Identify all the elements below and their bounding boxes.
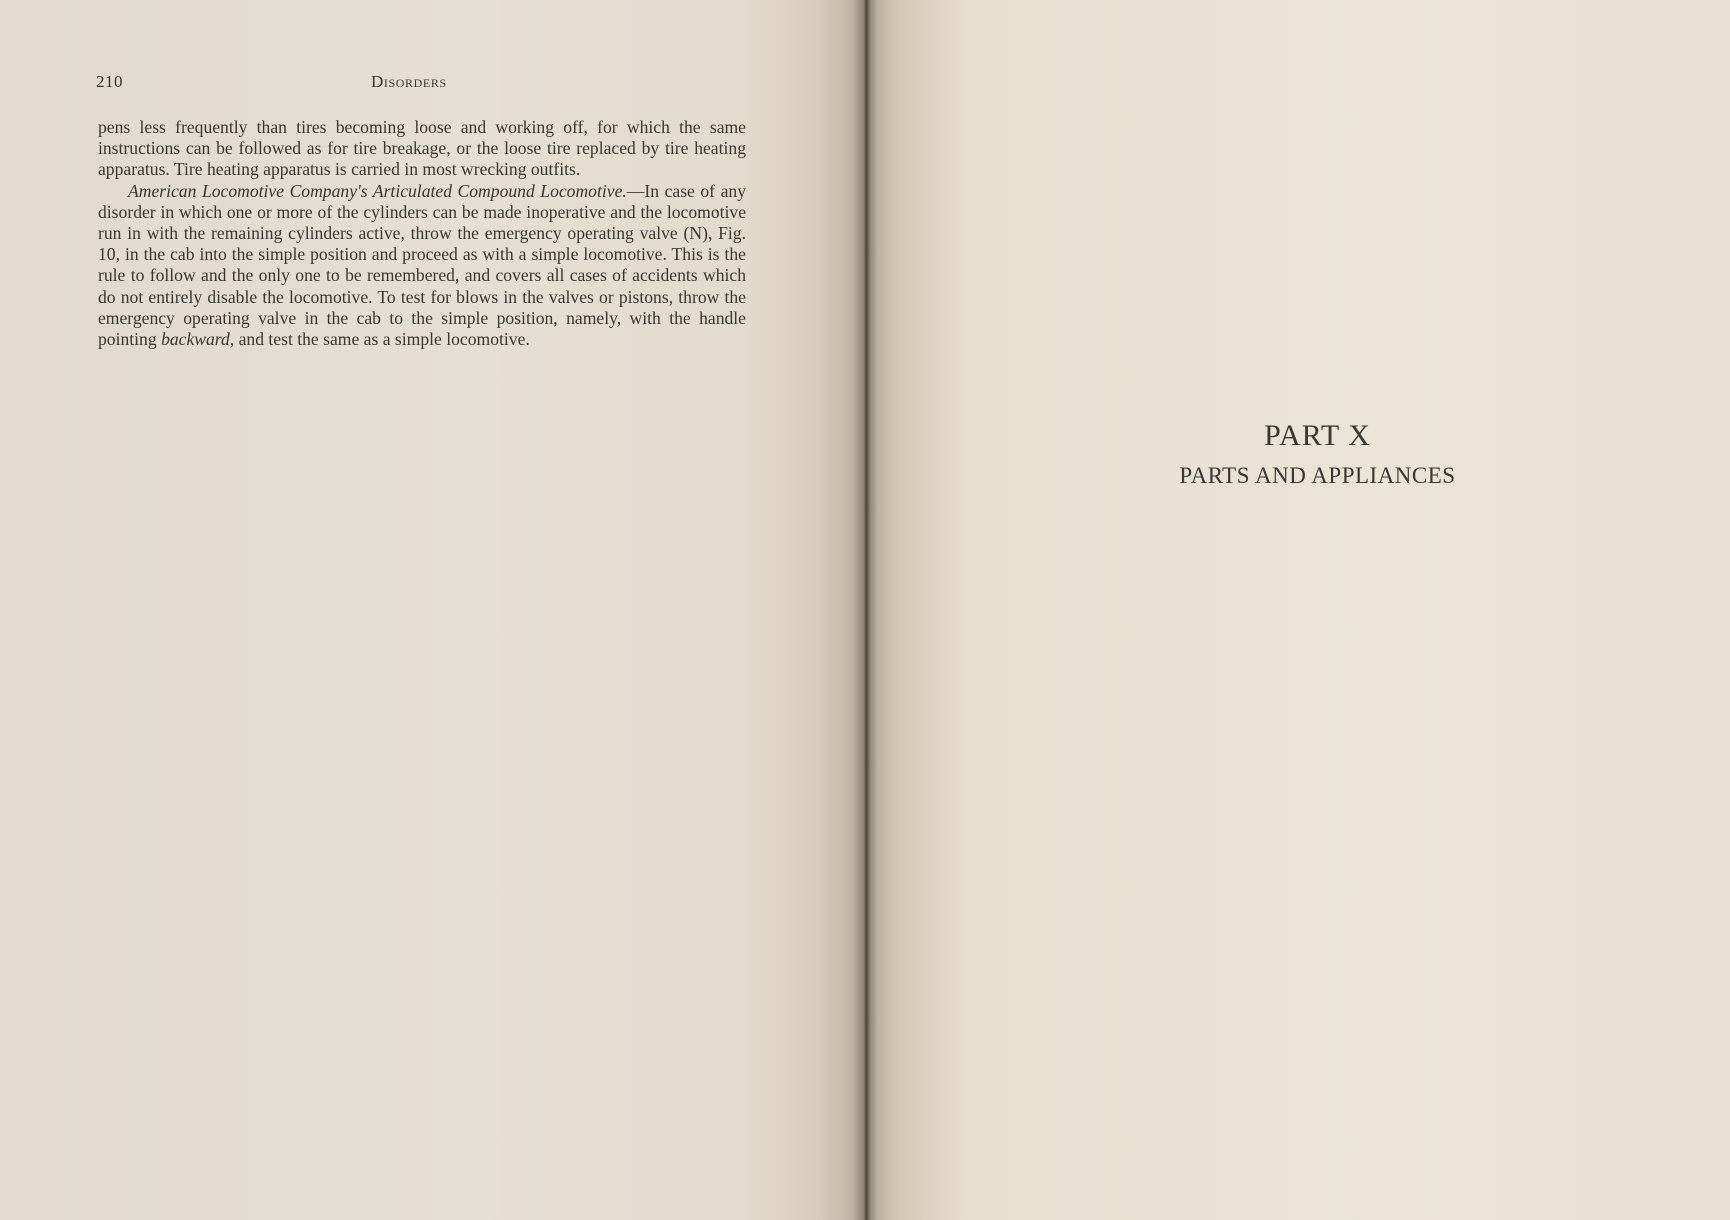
book-gutter xyxy=(852,0,878,1220)
part-number: PART X xyxy=(1264,419,1371,452)
paragraph-2-text-end: and test the same as a simple locomotive. xyxy=(234,329,530,350)
paragraph-2-text: —In case of any disorder in which one or more of the cylinders can be made inoperative and the locomotive run in with the remaining cylinders active, throw the emergency operating valve (N), Fig. 10, in the cab into the simple position and proceed as with a simple locomotive. This is the rule to follow and the only one to be remembered, and covers all cases of accidents which do not entirely disable the locomotive. To test for blows in the valves or pistons, throw the emergency operating valve in the cab to the simple position, namely, with the handle pointing xyxy=(98,180,746,350)
paragraph-2-heading: American Locomotive Company's Articulated Compound Locomotive. xyxy=(128,180,627,201)
part-title-block xyxy=(865,418,1730,490)
running-head xyxy=(96,72,746,96)
body-text xyxy=(98,117,746,350)
paragraph-1: pens less frequently than tires becoming loose and working off, for which the same instructions can be followed as for tire breakage, or the loose tire replaced by tire heating apparatus. Tire heating apparatus is carried in most wrecking outfits. xyxy=(98,117,746,180)
running-head-title: Disorders xyxy=(371,72,447,91)
part-subtitle: PARTS AND APPLIANCES xyxy=(1179,463,1456,488)
paragraph-2-emphasis: backward, xyxy=(161,329,235,350)
paragraph-2 xyxy=(98,181,746,351)
page-number: 210 xyxy=(96,72,123,91)
right-page xyxy=(865,0,1730,1220)
